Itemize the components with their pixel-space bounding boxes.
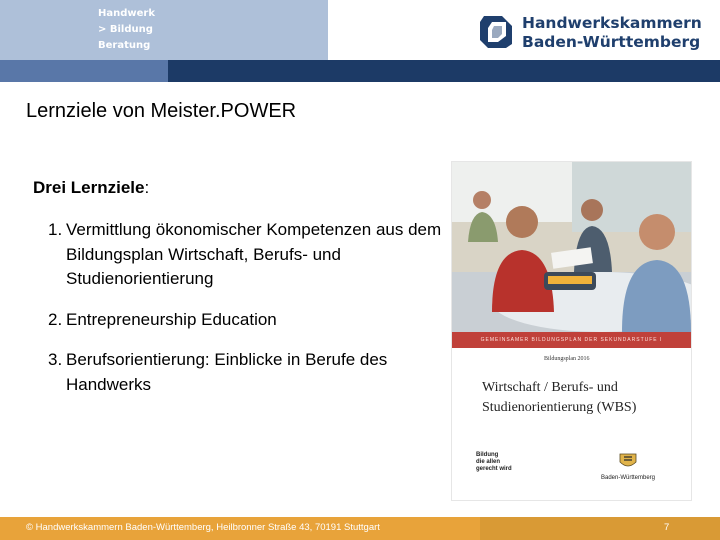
header-nav-panel <box>0 0 328 60</box>
list-item-text: Entrepreneurship Education <box>66 309 277 329</box>
bw-logo <box>592 452 664 482</box>
hwk-logo-icon <box>478 14 514 50</box>
footer-bar-right <box>480 517 720 540</box>
nav-item-bildung[interactable]: > Bildung <box>98 24 153 35</box>
footer-copyright: © Handwerkskammern Baden-Württemberg, Heilbronner Straße 43, 70191 Stuttgart <box>26 522 380 533</box>
list-item-number: 2. <box>48 309 63 329</box>
bw-crest-icon <box>617 452 639 470</box>
list-item-text: Vermittlung ökonomischer Kompetenzen aus dem Bildungsplan Wirtschaft, Berufs- und Studienorientierung <box>66 220 442 288</box>
org-name-line2: Baden-Württemberg <box>522 33 701 51</box>
brochure-badge <box>544 356 590 362</box>
list-item-number: 3. <box>48 350 63 369</box>
intro-colon: : <box>144 178 150 197</box>
list-item <box>48 348 448 397</box>
brochure-title: Wirtschaft / Berufs- und Studienorientierung (WBS) <box>482 380 637 415</box>
learning-goals-list <box>48 218 448 413</box>
header-nav <box>98 6 155 54</box>
list-item <box>48 218 448 292</box>
brochure-stripe <box>452 332 691 348</box>
classroom-photo <box>452 162 691 332</box>
brochure-stripe-text: GEMEINSAMER BILDUNGSPLAN DER SEKUNDARSTUFE I <box>480 337 663 343</box>
intro-text <box>33 178 149 198</box>
list-item <box>48 308 448 333</box>
header-band-dark <box>168 60 720 82</box>
bw-logo-text: Baden-Württemberg <box>600 475 656 481</box>
nav-item-handwerk[interactable]: Handwerk <box>98 8 155 19</box>
list-item-number: 1. <box>48 220 63 239</box>
header-band-light <box>0 60 168 82</box>
org-name <box>522 14 702 52</box>
org-name-line1: Handwerkskammern <box>522 14 702 32</box>
bildung-logo-line3: gerecht wird <box>476 466 512 472</box>
brochure-cover-image <box>452 162 691 500</box>
slide-title: Lernziele von Meister.POWER <box>26 100 297 122</box>
list-item-text: Berufsorientierung: Einblicke in Berufe des Handwerks <box>66 350 388 394</box>
intro-bold: Drei Lernziele <box>33 178 145 197</box>
page-number: 7 <box>664 522 670 533</box>
bp-badge-text: Bildungsplan 2016 <box>544 356 590 362</box>
bildung-logo <box>476 452 512 473</box>
bildung-logo-line2: die allen <box>476 459 501 465</box>
bildung-logo-line1: Bildung <box>476 452 499 458</box>
nav-item-beratung[interactable]: Beratung <box>98 40 151 51</box>
